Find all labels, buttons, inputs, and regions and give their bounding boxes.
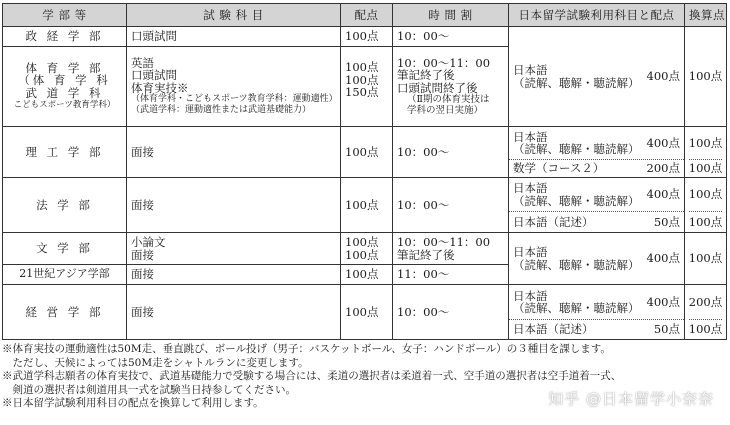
conversion-cell: 100点 100点 <box>685 178 727 233</box>
table-row <box>3 285 727 340</box>
subject-cell: 面接 <box>127 265 341 285</box>
eju-item: 日本語（記述） 50点 <box>509 319 684 339</box>
schedule-cell: 10：00～ <box>393 127 509 178</box>
subject-cell: 面接 <box>127 178 341 233</box>
eju-item: 日本語 （読解、聴解・聴読解） 400点 <box>513 129 680 156</box>
eju-item: 日本語 （読解、聴解・聴読解） 400点 <box>513 245 680 272</box>
footnote-line: 剣道の選択者は剣道用具一式を試験当日持参してください。 <box>2 383 296 396</box>
faculty-cell: 法 学 部 <box>3 178 127 233</box>
points-cell: 100点 <box>341 178 393 233</box>
eju-item: 日本語（記述） 50点 <box>509 211 684 232</box>
schedule-cell: 10：00～ <box>393 178 509 233</box>
eju-item: 日本語 （読解、聴解・聴読解） 400点 <box>513 63 680 90</box>
table-row <box>3 127 727 178</box>
faculty-cell: 文 学 部 <box>3 233 127 265</box>
exam-schedule-table <box>2 3 727 340</box>
eju-points: 400点 <box>646 251 680 266</box>
faculty-cell: 体 育 学 部 （体 育 学 科 武 道 学 科 こどもスポーツ教育学科） <box>3 47 127 127</box>
table-row <box>3 233 727 265</box>
subject-cell: 英語 口頭試問 体育実技※ （体育学科・こどもスポーツ教育学科：運動適性） （武道学科：運動適性または武道基礎能力） <box>127 47 341 127</box>
eju-cell <box>509 233 685 285</box>
eju-points: 50点 <box>653 214 680 229</box>
schedule-cell: 10：00～11：00 筆記終了後 <box>393 233 509 265</box>
eju-item: 日本語 （読解、聴解・聴読解） 400点 <box>513 181 680 208</box>
eju-cell <box>509 285 685 340</box>
subject-cell: 面接 <box>127 127 341 178</box>
schedule-cell: 10：00～ <box>393 27 509 47</box>
footnote-line: ※日本留学試験利用科目の配点を換算して利用します。 <box>2 397 264 409</box>
eju-cell <box>509 178 685 233</box>
faculty-cell: 経 営 学 部 <box>3 285 127 340</box>
schedule-cell: 10：00～11：00 筆記終了後 口頭試問終了後 （Ⅱ期の体育実技は 学科の翌日実施） <box>393 47 509 127</box>
footnote-line: ※武道学科志願者の体育実技で、武道基礎能力で受験する場合には、柔道の選択者は柔道着一式、空手道の選択者は空手道着一式、 <box>2 370 622 382</box>
schedule-cell: 10：00～ <box>393 285 509 340</box>
table-row <box>3 27 727 47</box>
header-conversion: 換算点 <box>685 4 727 27</box>
eju-item: 日本語 （読解、聴解・聴読解） 400点 <box>513 288 680 315</box>
points-cell: 100点 <box>341 285 393 340</box>
eju-points: 50点 <box>653 322 680 337</box>
points-cell: 100点 <box>341 127 393 178</box>
subject-cell: 面接 <box>127 285 341 340</box>
conversion-cell: 200点 100点 <box>685 285 727 340</box>
watermark: 知乎 @日本留学小奈奈 <box>548 390 714 408</box>
eju-cell <box>509 27 685 127</box>
eju-points: 200点 <box>646 161 680 176</box>
eju-points: 400点 <box>646 294 680 309</box>
faculty-cell: 政 経 学 部 <box>3 27 127 47</box>
points-cell: 100点 <box>341 27 393 47</box>
header-subject: 試 験 科 目 <box>127 4 341 27</box>
points-cell: 100点 <box>341 265 393 285</box>
table-row <box>3 178 727 233</box>
conversion-cell: 100点 <box>685 233 727 285</box>
eju-item: 数学（コース２） 200点 <box>509 159 684 177</box>
subject-cell: 小論文 面接 <box>127 233 341 265</box>
points-cell: 100点 100点 <box>341 233 393 265</box>
header-faculty: 学 部 等 <box>3 4 127 27</box>
footnote-line: ※体育実技の運動適性は50M走、垂直跳び、ボール投げ（男子：バスケットボール、女子：ハンドボール）の３種目を課します。 <box>2 343 611 355</box>
conversion-cell: 100点 <box>685 27 727 127</box>
subject-cell: 口頭試問 <box>127 27 341 47</box>
header-schedule: 時 間 割 <box>393 4 509 27</box>
footnote-line: ただし、天候によっては50M走をシャトルランに変更します。 <box>2 356 309 369</box>
schedule-cell: 11：00～ <box>393 265 509 285</box>
faculty-cell: 理 工 学 部 <box>3 127 127 178</box>
eju-cell <box>509 127 685 178</box>
header-eju: 日本留学試験利用科目と配点 <box>509 4 685 27</box>
table-header-row <box>3 4 727 27</box>
eju-points: 400点 <box>646 135 680 150</box>
conversion-cell: 100点 100点 <box>685 127 727 178</box>
eju-points: 400点 <box>646 69 680 84</box>
points-cell: 100点 100点 150点 <box>341 47 393 127</box>
eju-points: 400点 <box>646 187 680 202</box>
faculty-cell: 21世紀アジア学部 <box>3 265 127 285</box>
header-points: 配点 <box>341 4 393 27</box>
